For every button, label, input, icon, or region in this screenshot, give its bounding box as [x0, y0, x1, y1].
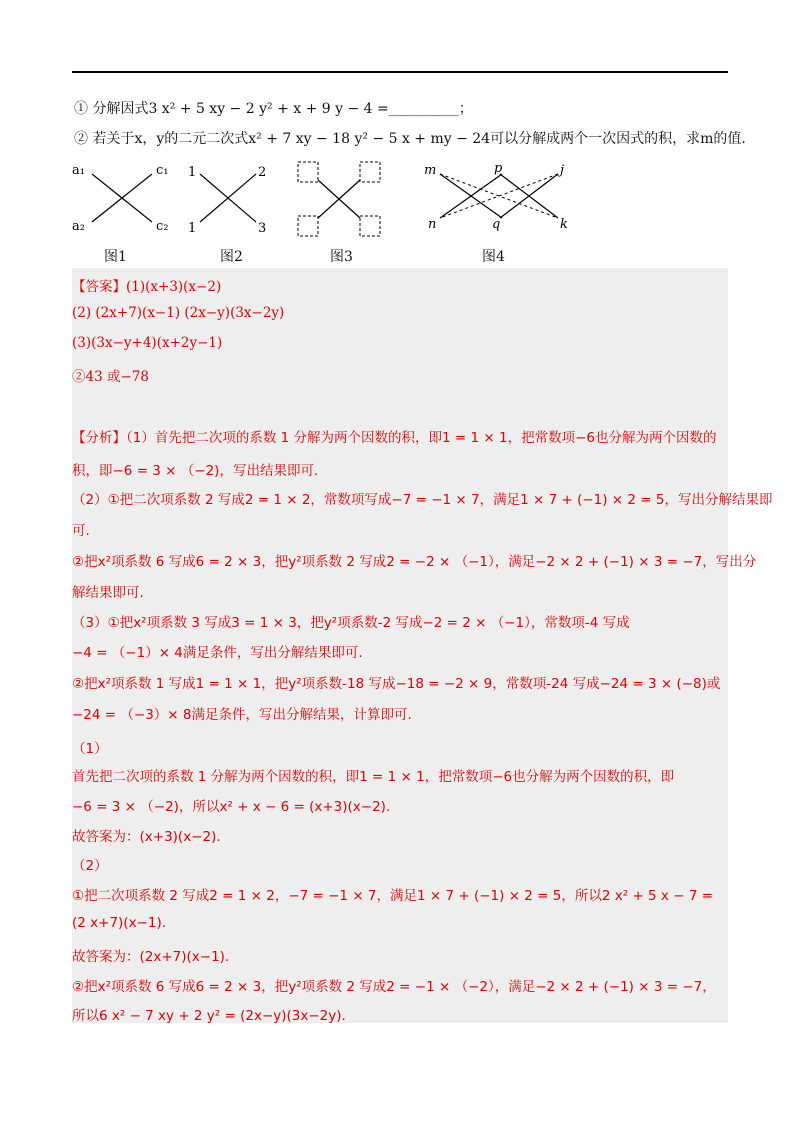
figure-2: [184, 158, 274, 238]
fig4-n: n: [428, 217, 437, 232]
fig3-caption: 图3: [330, 249, 353, 265]
fig4-q: q: [492, 217, 501, 232]
analysis-line-6: 解结果即可.: [72, 585, 144, 601]
part2-line-2: (2 x+7)(x−1).: [72, 915, 167, 931]
fig4-j: j: [560, 163, 565, 178]
fig1-c1: c₁: [156, 163, 169, 178]
answer-line-1: 【答案】(1)(x+3)(x−2): [72, 279, 222, 295]
fig2-br: 3: [258, 221, 267, 236]
analysis-line-10: −24 = （−3）× 8满足条件，写出分解结果，计算即可.: [72, 707, 412, 723]
part1-heading: （1）: [72, 741, 108, 757]
figure-4: [420, 158, 570, 238]
analysis-line-3: （2）①把二次项系数 2 写成2 = 1 × 2，常数项写成−7 = −1 × 7，满足1 × 7 + (−1) × 2 = 5，写出分解结果即: [72, 492, 773, 508]
fig4-m: m: [424, 163, 437, 178]
answer-line-4: ②43 或−78: [72, 369, 149, 385]
analysis-line-2: 积，即−6 = 3 × （−2)，写出结果即可.: [72, 463, 319, 479]
fig1-a1: a₁: [72, 163, 85, 178]
question-2: ② 若关于x，y的二元二次式x² + 7 xy − 18 y² − 5 x + my − 24可以分解成两个一次因式的积，求m的值.: [74, 131, 746, 147]
part1-line-1: 首先把二次项的系数 1 分解为两个因数的积，即1 = 1 × 1，把常数项−6也分解为两个因数的积，即: [72, 769, 675, 785]
part2-line-1: ①把二次项系数 2 写成2 = 1 × 2，−7 = −1 × 7，满足1 × 7 + (−1) × 2 = 5，所以2 x² + 5 x − 7 =: [72, 888, 714, 904]
analysis-line-8: −4 = （−1）× 4满足条件，写出分解结果即可.: [72, 645, 363, 661]
fig1-caption: 图1: [104, 249, 127, 265]
figure-1: [70, 158, 180, 238]
analysis-line-4: 可.: [72, 523, 90, 539]
fig1-a2: a₂: [72, 219, 85, 234]
fig4-k: k: [560, 217, 568, 232]
figures-row: [60, 158, 660, 268]
answer-line-2: (2) (2x+7)(x−1) (2x−y)(3x−2y): [72, 305, 285, 321]
analysis-line-9: ②把x²项系数 1 写成1 = 1 × 1，把y²项系数-18 写成−18 = −2 × 9，常数项-24 写成−24 = 3 × (−8)或: [72, 676, 721, 692]
fig1-c2: c₂: [156, 219, 169, 234]
fig2-tl: 1: [188, 165, 197, 180]
analysis-line-5: ②把x²项系数 6 写成6 = 2 × 3，把y²项系数 2 写成2 = −2 × （−1），满足−2 × 2 + (−1) × 3 = −7，写出分: [72, 554, 757, 570]
analysis-line-7: （3）①把x²项系数 3 写成3 = 1 × 3，把y²项系数-2 写成−2 = 2 × （−1），常数项-4 写成: [72, 615, 630, 631]
fig2-bl: 1: [188, 221, 197, 236]
part1-answer: 故答案为：(x+3)(x−2).: [72, 829, 221, 845]
part2-line-4: 所以6 x² − 7 xy + 2 y² = (2x−y)(3x−2y).: [72, 1008, 346, 1024]
figure-3: [294, 158, 384, 242]
fig4-caption: 图4: [482, 249, 505, 265]
fig2-tr: 2: [258, 165, 267, 180]
fig4-p: p: [494, 161, 503, 176]
part2-line-3: ②把x²项系数 6 写成6 = 2 × 3，把y²项系数 2 写成2 = −1 × （−2），满足−2 × 2 + (−1) × 3 = −7，: [72, 979, 716, 995]
question-1: ① 分解因式3 x² + 5 xy − 2 y² + x + 9 y − 4 =__________；: [74, 101, 473, 117]
part2-heading: （2）: [72, 858, 108, 874]
fig2-caption: 图2: [220, 249, 243, 265]
analysis-line-1: 【分析】（1）首先把二次项的系数 1 分解为两个因数的积，即1 = 1 × 1，把常数项−6也分解为两个因数的: [72, 430, 717, 446]
part1-line-2: −6 = 3 × （−2)，所以x² + x − 6 = (x+3)(x−2).: [72, 799, 391, 815]
part2-answer: 故答案为：(2x+7)(x−1).: [72, 949, 230, 965]
header-rule: [72, 71, 728, 73]
answer-line-3: (3)(3x−y+4)(x+2y−1): [72, 335, 223, 351]
